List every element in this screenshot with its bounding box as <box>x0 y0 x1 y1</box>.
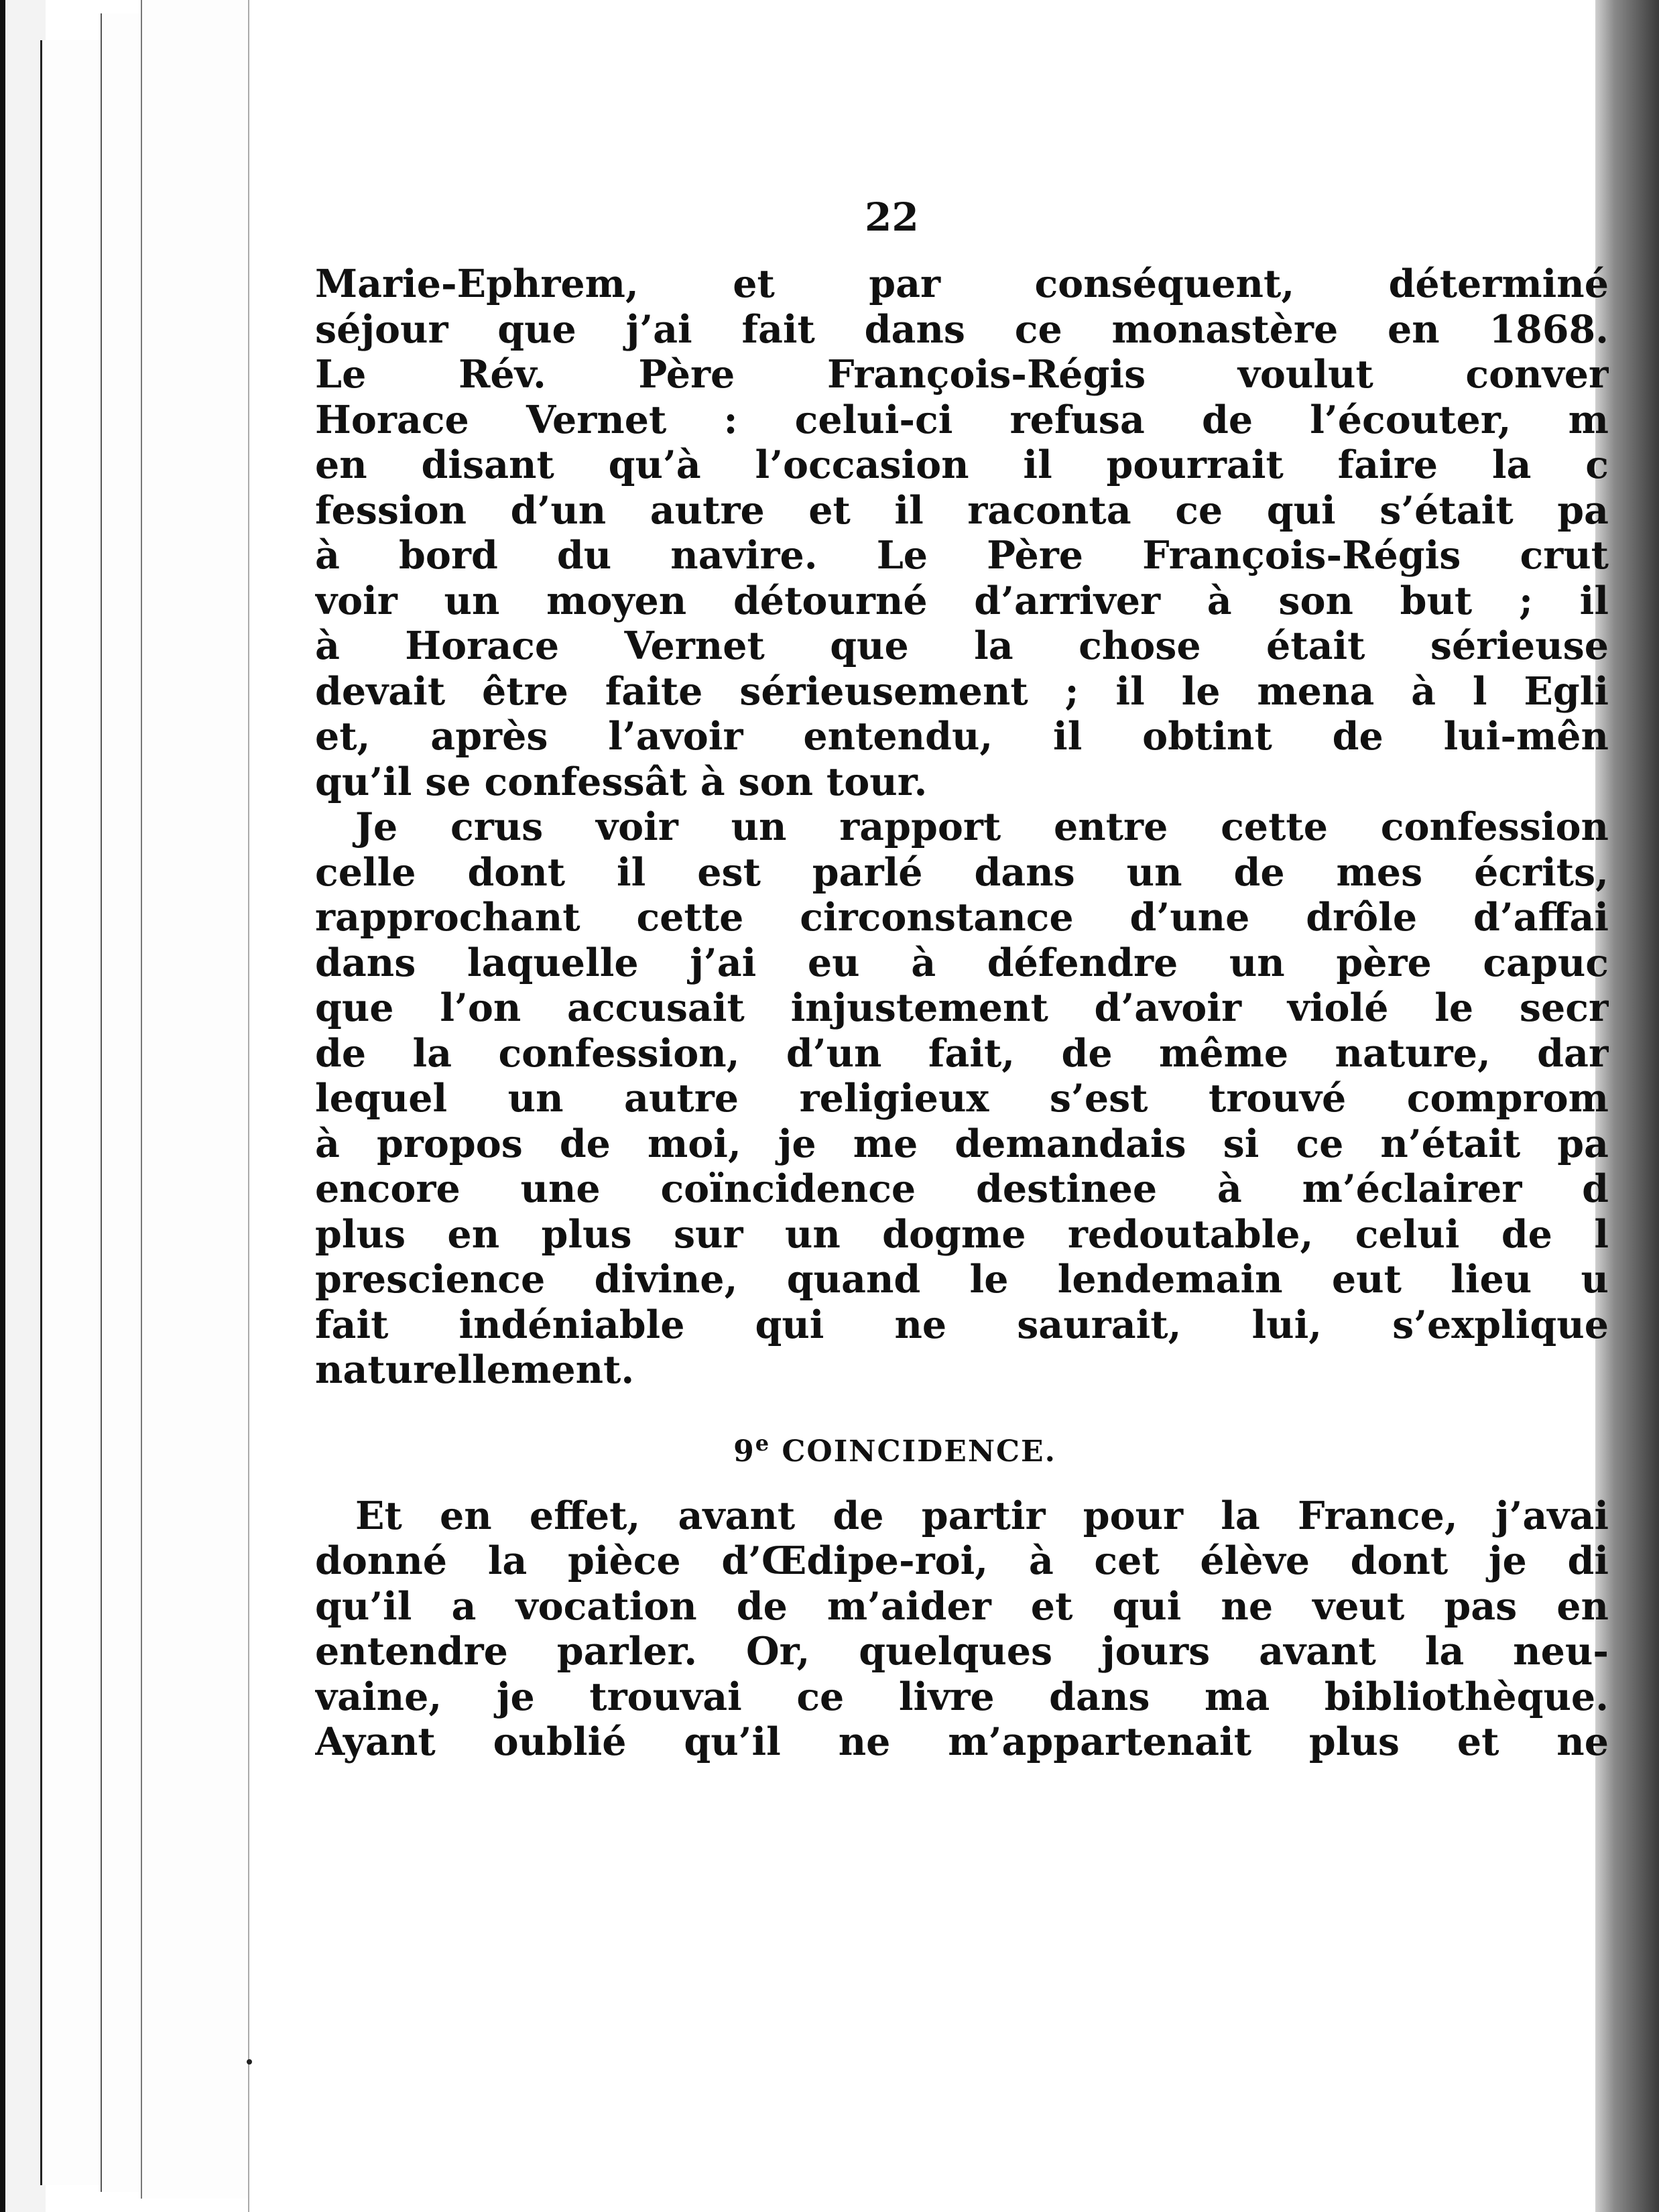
text-line: naturellement. <box>315 1347 635 1392</box>
ink-speck <box>247 2059 252 2065</box>
text-line: rapprochant cette circonstance d’une drôle d’affai <box>315 895 1609 940</box>
heading-title: COINCIDENCE. <box>782 1434 1056 1469</box>
text-line: celle dont il est parlé dans un de mes écrits, <box>315 849 1609 895</box>
text-line: Le Rév. Père François-Régis voulut conver <box>315 352 1609 397</box>
text-line: Et en effet, avant de partir pour la France, j’avai <box>355 1493 1609 1538</box>
text-line: lequel un autre religieux s’est trouvé comprom <box>315 1076 1609 1121</box>
paragraph-2 <box>315 804 1609 1393</box>
text-line: encore une coïncidence destinee à m’éclairer d <box>315 1166 1609 1211</box>
text-line: voir un moyen détourné d’arriver à son but ; il <box>315 578 1609 623</box>
text-line: de la confession, d’un fait, de même nature, dar <box>315 1030 1609 1076</box>
text-line: donné la pièce d’Œdipe-roi, à cet élève dont je di <box>315 1538 1609 1583</box>
book-edge <box>101 13 142 2192</box>
text-line: à bord du navire. Le Père François-Régis crut <box>315 533 1609 578</box>
text-line: fait indéniable qui ne saurait, lui, s’explique <box>315 1302 1609 1347</box>
text-line: vaine, je trouvai ce livre dans ma bibliothèque. <box>315 1674 1609 1719</box>
text-line: qu’il a vocation de m’aider et qui ne veut pas en <box>315 1583 1609 1629</box>
book-edge <box>141 0 249 2199</box>
text-line: Horace Vernet : celui-ci refusa de l’écouter, m <box>315 397 1609 442</box>
text-line: que l’on accusait injustement d’avoir violé le secr <box>315 985 1609 1030</box>
text-line: en disant qu’à l’occasion il pourrait faire la c <box>315 442 1609 487</box>
text-line: dans laquelle j’ai eu à défendre un père capuc <box>315 940 1609 985</box>
text-line: à propos de moi, je me demandais si ce n’était pa <box>315 1121 1609 1166</box>
text-line: fession d’un autre et il raconta ce qui s’était pa <box>315 487 1609 533</box>
paragraph-1 <box>315 261 1609 804</box>
page-number: 22 <box>865 194 919 240</box>
book-edge-outer <box>0 0 46 2212</box>
text-line: Je crus voir un rapport entre cette confession <box>355 804 1609 849</box>
text-line: à Horace Vernet que la chose était sérieuse <box>315 623 1609 668</box>
paragraph-3 <box>315 1493 1609 1765</box>
book-edge <box>40 40 103 2185</box>
text-line: séjour que j’ai fait dans ce monastère en 1868. <box>315 306 1609 352</box>
text-line: plus en plus sur un dogme redoutable, celui de l <box>315 1211 1609 1257</box>
text-line: Ayant oublié qu’il ne m’appartenait plus et ne <box>315 1719 1609 1764</box>
text-line: qu’il se confessât à son tour. <box>315 759 928 804</box>
heading-number: 9 <box>733 1434 755 1469</box>
text-line: et, après l’avoir entendu, il obtint de lui-mên <box>315 714 1609 759</box>
heading-superscript: e <box>755 1430 771 1456</box>
text-line: devait être faite sérieusement ; il le mena à l Egli <box>315 668 1609 714</box>
text-line: entendre parler. Or, quelques jours avant la neu- <box>315 1629 1609 1674</box>
section-heading <box>315 1393 1609 1493</box>
text-line: Marie-Ephrem, et par conséquent, déterminé <box>315 261 1609 306</box>
page-body <box>315 261 1609 1765</box>
text-line: prescience divine, quand le lendemain eut lieu u <box>315 1257 1609 1302</box>
